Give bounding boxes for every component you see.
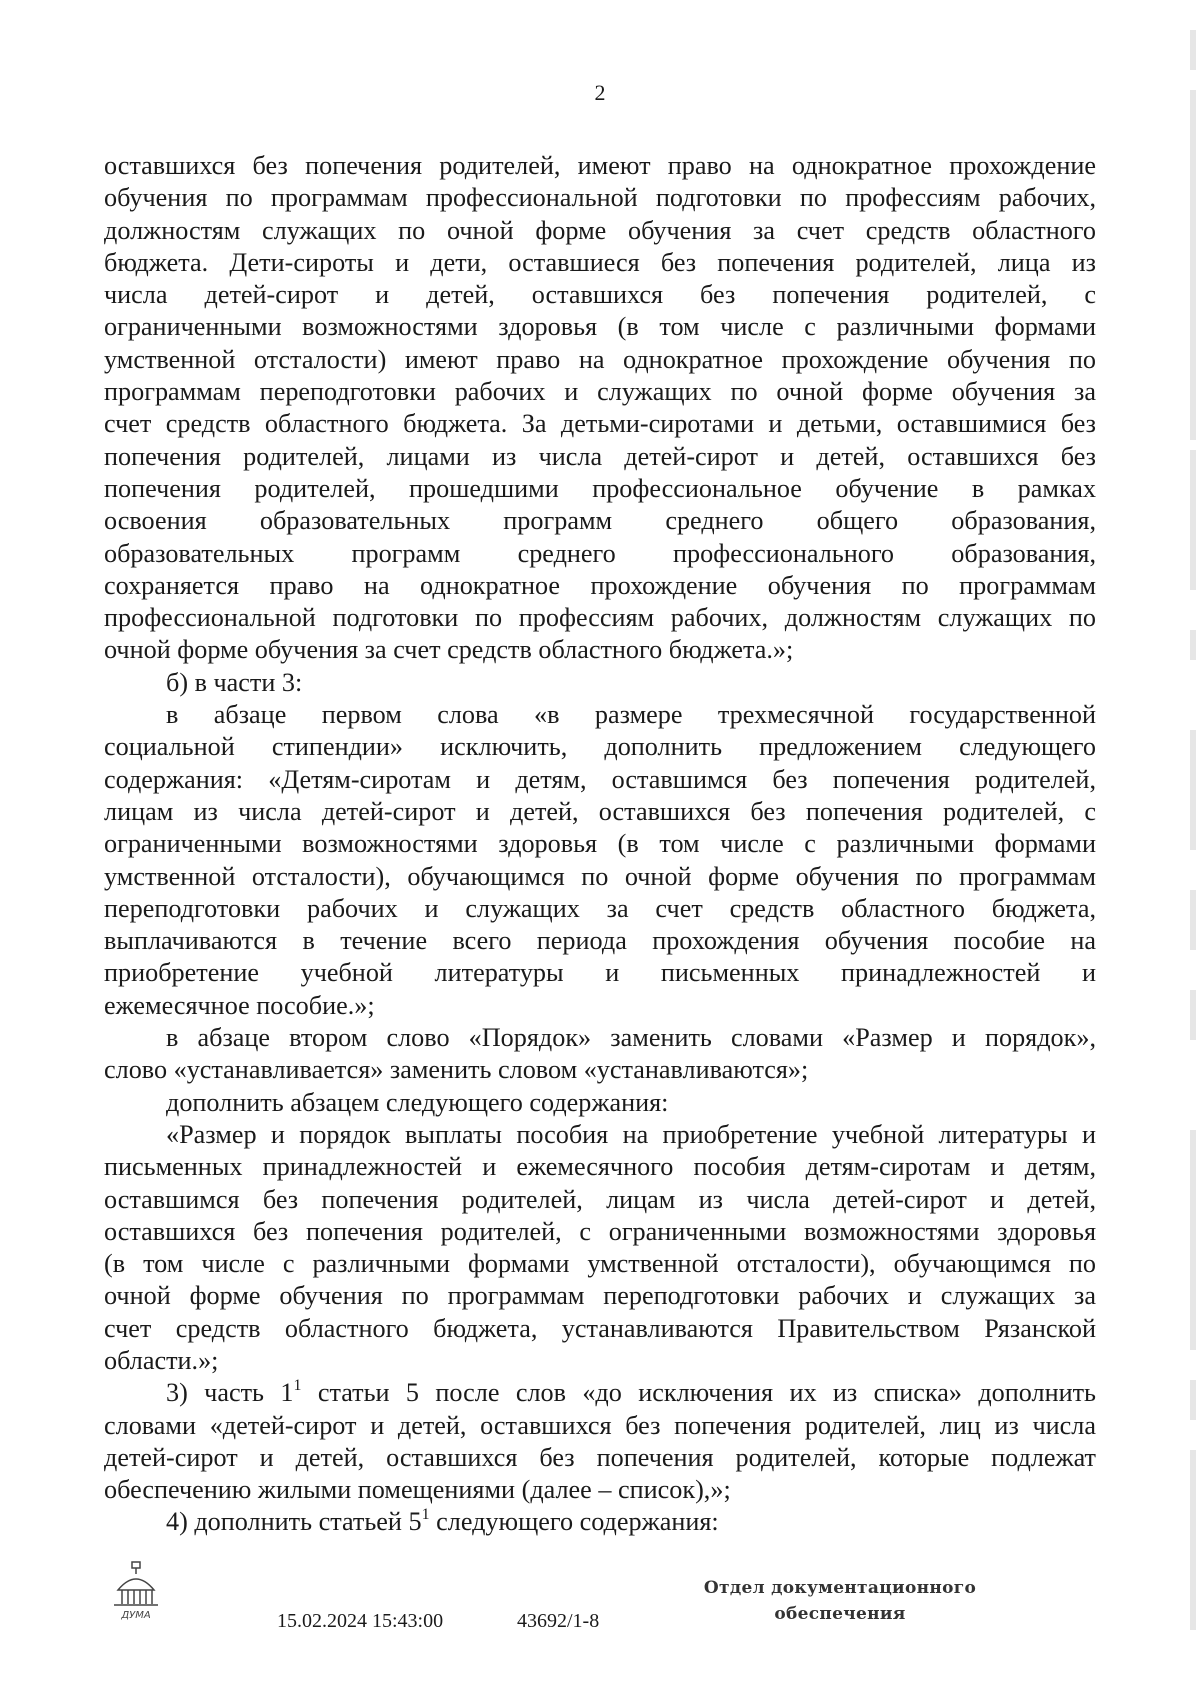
scan-mark xyxy=(1190,30,1196,70)
footer-registration-number: 43692/1-8 xyxy=(517,1610,600,1632)
scan-mark xyxy=(1190,1130,1196,1350)
text-line: бюджета. Дети-сироты и дети, оставшиеся без попечения родителей, лица из xyxy=(104,247,1096,277)
text-line: в абзаце первом слова «в размере трехмесячной государственной xyxy=(166,700,1096,730)
text-line: ограниченными возможностями здоровья (в том числе с различными формами xyxy=(104,312,1096,342)
text-line: содержания: «Детям-сиротам и детям, оставшимся без попечения родителей, xyxy=(104,764,1096,794)
text-line: оставшихся без попечения родителей, имеют право на однократное прохождение xyxy=(104,151,1096,180)
text-line: обеспечению жилыми помещениями (далее – список),»; xyxy=(104,1475,731,1505)
text-line: освоения образовательных программ среднего общего образования, xyxy=(104,506,1096,536)
text-line: очной форме обучения по программам переподготовки рабочих и служащих за xyxy=(104,1281,1096,1311)
text-line: в абзаце втором слово «Порядок» заменить словами «Размер и порядок», xyxy=(166,1023,1096,1053)
scan-mark xyxy=(1190,90,1196,180)
text-line: переподготовки рабочих и служащих за счет средств областного бюджета, xyxy=(104,893,1096,923)
text-line: счет средств областного бюджета. За детьми-сиротами и детьми, оставшимися без xyxy=(104,409,1096,439)
text-fragment: 3) часть 1 xyxy=(166,1378,294,1408)
text-line: профессиональной подготовки по профессиям рабочих, должностям служащих по xyxy=(104,603,1096,633)
text-line: слово «устанавливается» заменить словом «устанавливаются»; xyxy=(104,1055,809,1085)
text-line xyxy=(104,1377,1096,1409)
department-stamp xyxy=(690,1575,990,1627)
text-line: счет средств областного бюджета, устанавливаются Правительством Рязанской xyxy=(104,1313,1096,1343)
text-line: очной форме обучения за счет средств областного бюджета.»; xyxy=(104,635,794,665)
text-line: словами «детей-сирот и детей, оставшихся без попечения родителей, лиц из числа xyxy=(104,1410,1096,1440)
text-line: оставшимся без попечения родителей, лицам из числа детей-сирот и детей, xyxy=(104,1184,1096,1214)
text-line: приобретение учебной литературы и письменных принадлежностей и xyxy=(104,958,1096,988)
page-number: 2 xyxy=(594,80,606,105)
text-line: числа детей-сирот и детей, оставшихся без попечения родителей, с xyxy=(104,280,1096,310)
text-line: лицам из числа детей-сирот и детей, оставшихся без попечения родителей, с xyxy=(104,796,1096,826)
text-line: б) в части 3: xyxy=(166,667,303,697)
text-line: дополнить абзацем следующего содержания: xyxy=(166,1087,669,1117)
text-line: образовательных программ среднего профессионального образования, xyxy=(104,538,1096,568)
text-fragment: 4) дополнить статьей 5 xyxy=(166,1507,422,1537)
text-line: социальной стипендии» исключить, дополнить предложением следующего xyxy=(104,732,1096,762)
text-line: детей-сирот и детей, оставшихся без попечения родителей, которые подлежат xyxy=(104,1442,1096,1472)
text-line: попечения родителей, прошедшими профессиональное обучение в рамках xyxy=(104,473,1096,503)
text-line: выплачиваются в течение всего периода прохождения обучения пособие на xyxy=(104,926,1096,956)
department-stamp-line-1: Отдел документационного xyxy=(703,1578,977,1598)
text-line: умственной отсталости) имеют право на однократное прохождение обучения по xyxy=(104,344,1096,374)
text-line: оставшихся без попечения родителей, с ограниченными возможностями здоровья xyxy=(104,1216,1096,1246)
footer-date: 15.02.2024 15:43:00 xyxy=(277,1610,444,1632)
text-line: «Размер и порядок выплаты пособия на приобретение учебной литературы и xyxy=(166,1119,1096,1149)
text-fragment: статьи 5 после слов «до исключения их из списка» дополнить xyxy=(301,1378,1096,1408)
scan-mark xyxy=(1190,450,1196,590)
scan-mark xyxy=(1190,630,1196,660)
scan-mark xyxy=(1190,1380,1196,1420)
superscript: 1 xyxy=(421,1505,430,1523)
scan-edge-artifact xyxy=(1186,30,1200,1660)
text-line: (в том числе с различными формами умственной отсталости), обучающимся по xyxy=(104,1249,1096,1279)
text-line: умственной отсталости), обучающимся по очной форме обучения по программам xyxy=(104,861,1096,891)
superscript: 1 xyxy=(293,1376,302,1394)
scan-mark xyxy=(1190,890,1196,950)
duma-logo xyxy=(108,1560,164,1624)
text-line: ограниченными возможностями здоровья (в том числе с различными формами xyxy=(104,829,1096,859)
text-line: обучения по программам профессиональной подготовки по профессиям рабочих, xyxy=(104,183,1096,213)
text-line: письменных принадлежностей и ежемесячного пособия детям-сиротам и детям, xyxy=(104,1152,1096,1182)
document-body xyxy=(104,150,1096,1539)
text-line: ежемесячное пособие.»; xyxy=(104,990,375,1020)
department-stamp-line-2: обеспечения xyxy=(774,1604,906,1624)
scan-mark xyxy=(1190,730,1196,850)
text-fragment: следующего содержания: xyxy=(429,1507,719,1537)
text-line: области.»; xyxy=(104,1345,219,1375)
text-line: попечения родителей, лицами из числа детей-сирот и детей, оставшихся без xyxy=(104,441,1096,471)
text-line: сохраняется право на однократное прохождение обучения по программам xyxy=(104,570,1096,600)
text-line xyxy=(104,1506,1096,1538)
scan-mark xyxy=(1190,990,1196,1040)
scan-mark xyxy=(1190,180,1196,440)
text-line: программам переподготовки рабочих и служащих по очной форме обучения за xyxy=(104,377,1096,407)
text-line: должностям служащих по очной форме обучения за счет средств областного xyxy=(104,215,1096,245)
scan-mark xyxy=(1190,1450,1196,1630)
duma-logo-text: ДУМА xyxy=(121,1610,151,1621)
